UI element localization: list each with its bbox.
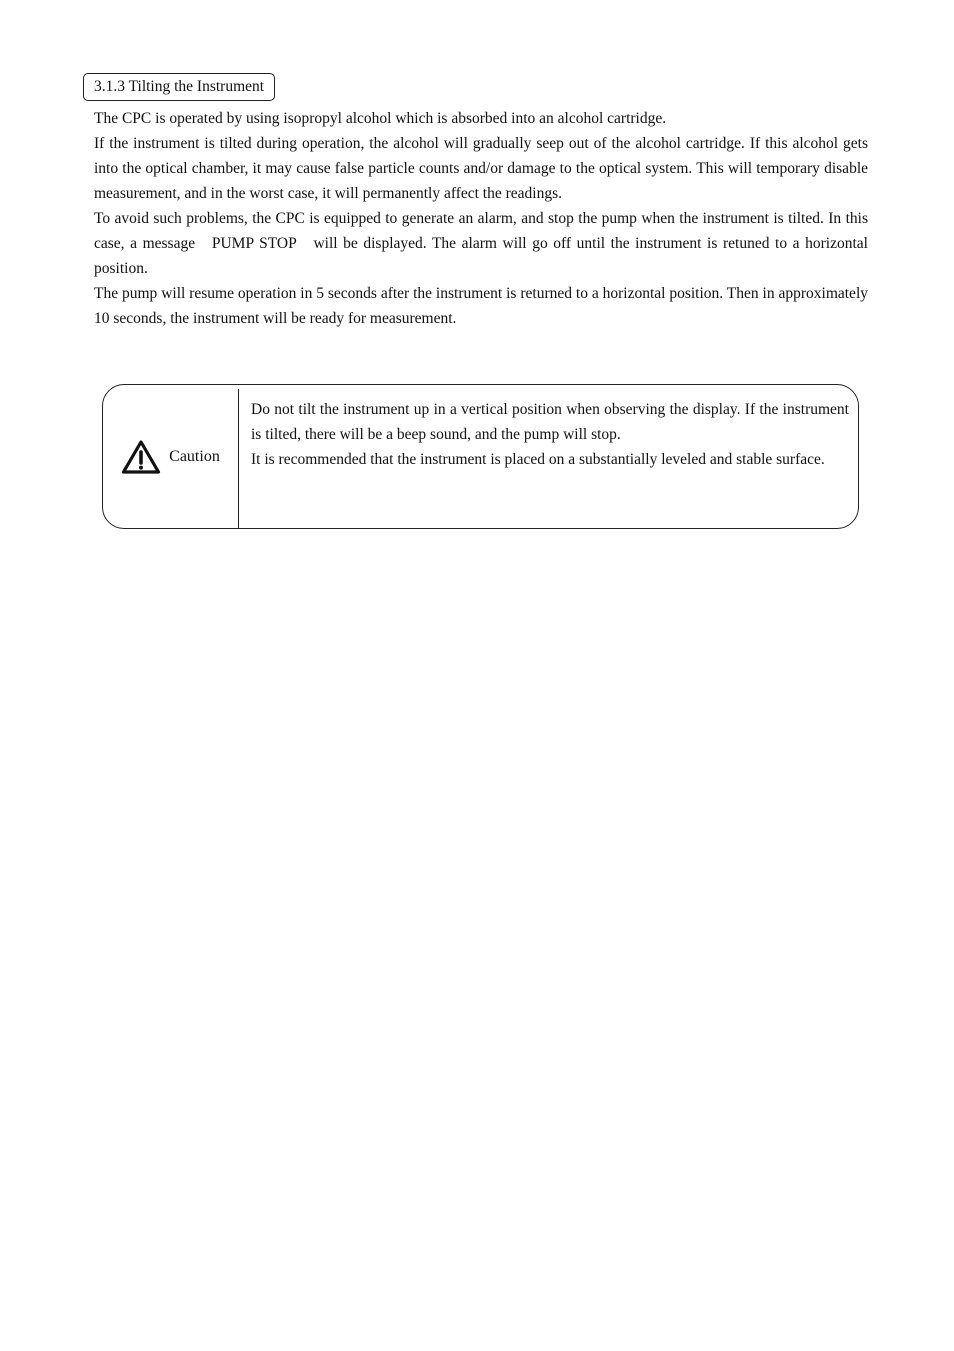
caution-paragraph-surface: It is recommended that the instrument is placed on a substantially leveled and stable surface.	[251, 451, 825, 468]
paragraph-intro: The CPC is operated by using isopropyl alcohol which is absorbed into an alcohol cartridge.	[94, 110, 667, 127]
caution-text	[251, 397, 849, 472]
section-title: 3.1.3 Tilting the Instrument	[83, 73, 275, 101]
caution-label-cell	[103, 385, 238, 528]
caution-divider	[238, 389, 239, 528]
caution-paragraph-tilt: Do not tilt the instrument up in a vertical position when observing the display. If the instrument is tilted, there will be a beep sound, and the pump will stop.	[251, 401, 849, 443]
paragraph-resume: The pump will resume operation in 5 seconds after the instrument is returned to a horizontal position. Then in approximately 10 seconds, the instrument will be ready for measurement.	[94, 285, 868, 327]
caution-box	[102, 384, 859, 529]
warning-triangle-icon	[121, 439, 161, 475]
caution-label: Caution	[169, 447, 220, 465]
body-text	[94, 106, 868, 331]
paragraph-tilt-risk: If the instrument is tilted during operation, the alcohol will gradually seep out of the alcohol cartridge. If this alcohol gets into the optical chamber, it may cause false particle counts and/or damage to the optical system. This will temporary disable measurement, and in the worst case, it will permanently affect the readings.	[94, 135, 868, 202]
paragraph-alarm: To avoid such problems, the CPC is equipped to generate an alarm, and stop the pump when the instrument is tilted. In this case, a message PUMP STOP will be displayed. The alarm will go off until the instrument is retuned to a horizontal position.	[94, 210, 868, 277]
